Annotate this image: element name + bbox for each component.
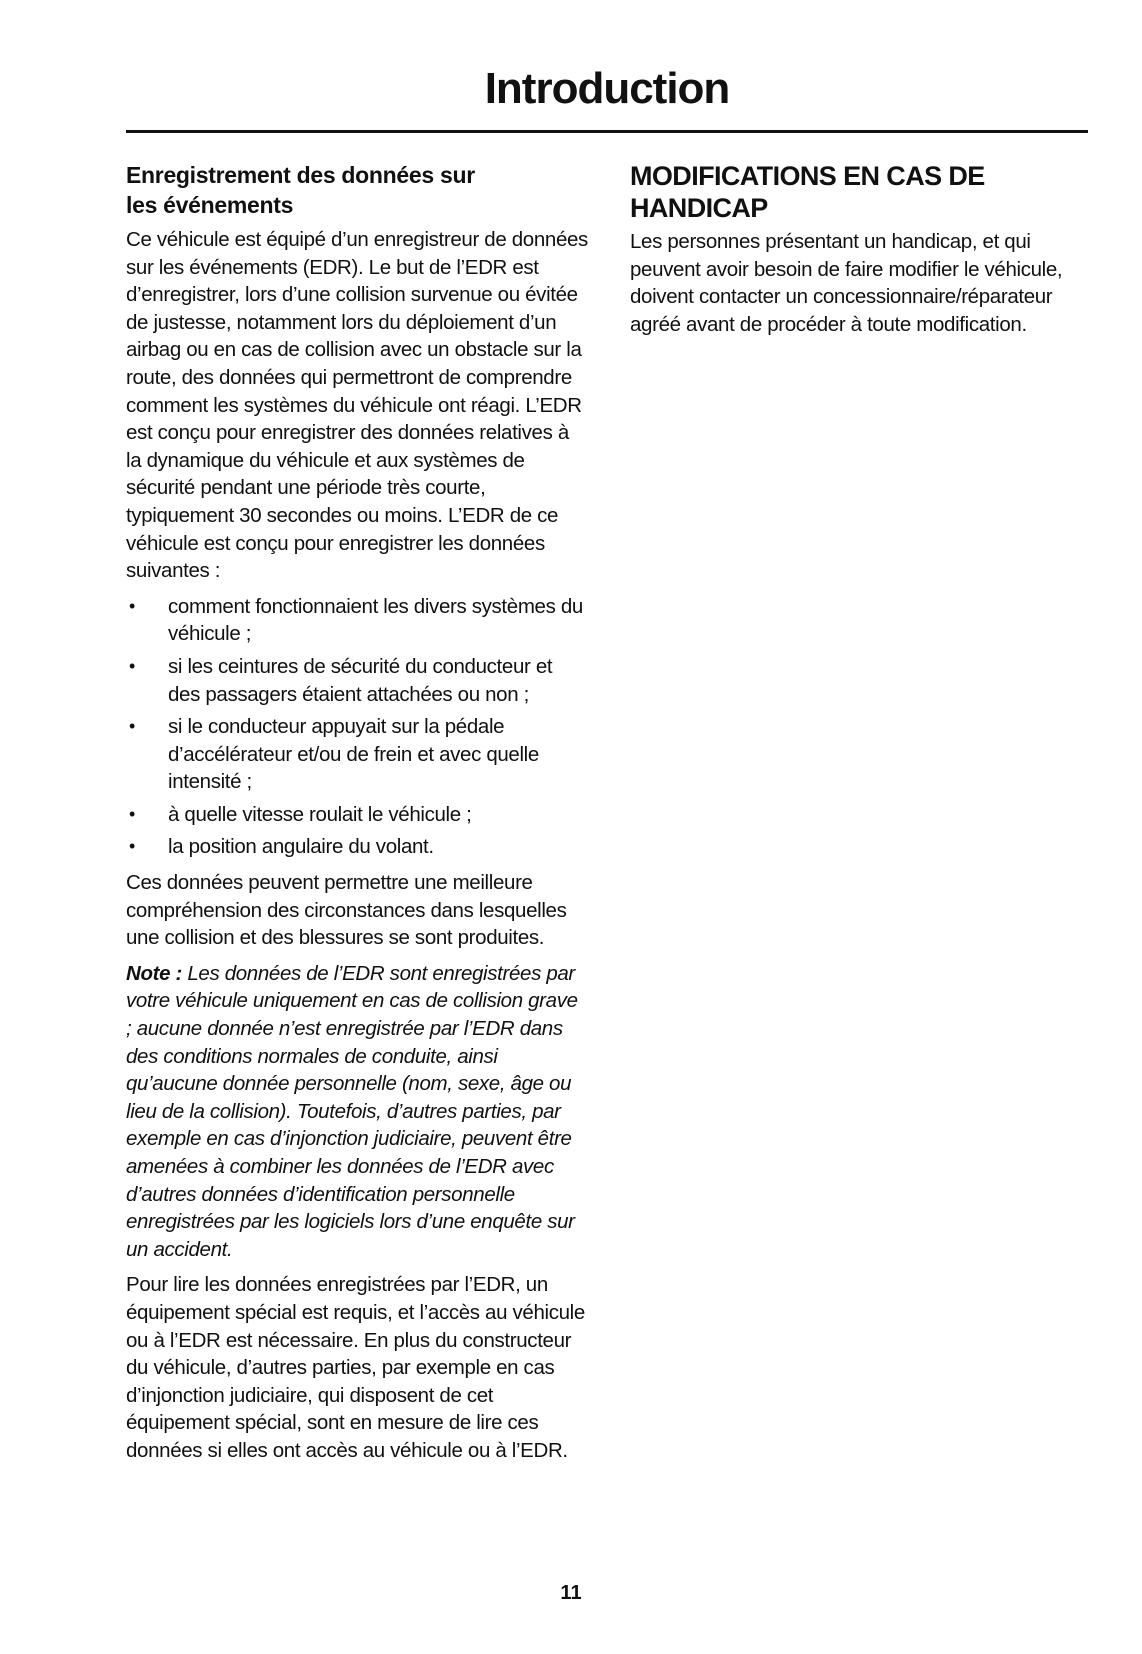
page-header: [126, 62, 1088, 116]
page-title: Introduction: [484, 64, 730, 113]
list-item-text: si le conducteur appuyait sur la pédale d’accélérateur et/ou de frein et avec quelle intensité ;: [168, 715, 539, 794]
bullet-icon: •: [129, 716, 135, 737]
bullet-icon: •: [129, 655, 135, 676]
list-item: [126, 713, 588, 796]
list-item: [126, 801, 588, 829]
section-event-data-recording: [126, 160, 588, 1473]
section-heading-edr: [126, 160, 588, 220]
edr-data-list: [126, 593, 588, 861]
page-number: 11: [560, 1582, 582, 1604]
edr-reading-paragraph: Pour lire les données enregistrées par l’EDR, un équipement spécial est requis, et l’accès au véhicule ou à l’EDR est nécessaire. En plus du constructeur du véhicule, d’autres parties, par exemple en cas d’injonction judiciaire, qui disposent de cet équipement spécial, sont en mesure de lire ces données si elles ont accès au véhicule ou à l’EDR.: [126, 1273, 585, 1462]
section-heading-edr-line1: Enregistrement des données sur: [126, 162, 475, 188]
list-item-text: comment fonctionnaient les divers systèmes du véhicule ;: [168, 594, 583, 646]
bullet-icon: •: [129, 803, 135, 824]
list-item-text: si les ceintures de sécurité du conducteur et des passagers étaient attachées ou non ;: [168, 654, 553, 706]
note-text: Les données de l’EDR sont enregistrées par votre véhicule uniquement en cas de collision grave ; aucune donnée n’est enregistrée par l’EDR dans des conditions normales de conduite, ainsi qu’aucune donnée personnelle (nom, sexe, âge ou lieu de la collision). Toutefois, d’autres parties, par exemple en cas d’injonction judiciaire, peuvent être amenées à combiner les données de l’EDR avec d’autres données d’identification personnelle enregistrées par les logiciels lors d’une enquête sur un accident.: [126, 961, 578, 1261]
bullet-icon: •: [129, 836, 135, 857]
section-heading-handicap: MODIFICATIONS EN CAS DE HANDICAP: [630, 161, 985, 223]
list-item-text: la position angulaire du volant.: [168, 835, 434, 859]
list-item: [126, 593, 588, 648]
list-item: [126, 833, 588, 861]
note-label: Note :: [126, 961, 182, 985]
header-divider: [126, 130, 1088, 133]
bullet-icon: •: [129, 595, 135, 616]
handicap-paragraph: Les personnes présentant un handicap, et qui peuvent avoir besoin de faire modifier le véhicule, doivent contacter un concessionnaire/réparateur agréé avant de procéder à toute modification.: [630, 230, 1063, 336]
edr-intro-paragraph: Ce véhicule est équipé d’un enregistreur de données sur les événements (EDR). Le but de l’EDR est d’enregistrer, lors d’une collision survenue ou évitée de justesse, notamment lors du déploiement d’un airbag ou en cas de collision avec un obstacle sur la route, des données qui permettront de comprendre comment les systèmes du véhicule ont réagi. L’EDR est conçu pour enregistrer des données relatives à la dynamique du véhicule et aux systèmes de sécurité pendant une période très courte, typiquement 30 secondes ou moins. L’EDR de ce véhicule est conçu pour enregistrer les données suivantes :: [126, 228, 588, 583]
section-heading-edr-line2: les événements: [126, 192, 294, 218]
edr-note: [126, 960, 588, 1264]
list-item: [126, 653, 588, 708]
list-item-text: à quelle vitesse roulait le véhicule ;: [168, 802, 472, 826]
section-disability-modifications: [630, 160, 1088, 346]
edr-understanding-paragraph: Ces données peuvent permettre une meilleure compréhension des circonstances dans lesquelles une collision et des blessures se sont produites.: [126, 871, 567, 950]
